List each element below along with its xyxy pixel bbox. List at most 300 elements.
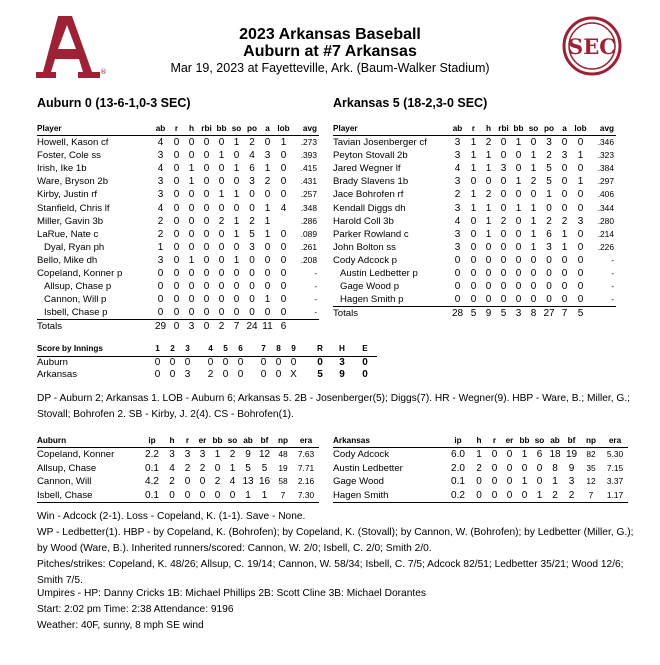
batter-stat-so: 1	[530, 215, 537, 227]
pitcher-stat-np: 7	[580, 489, 602, 503]
batter-stat-r: 0	[470, 294, 477, 306]
batter-name: Howell, Kason cf	[37, 137, 109, 149]
batter-stat-ab: 3	[157, 176, 164, 188]
batter-stat-a: 0	[264, 241, 271, 253]
column-header-bf: bf	[563, 434, 580, 448]
batter-row	[37, 202, 319, 215]
batter-stat-po: 3	[249, 176, 255, 188]
pitcher-name: Gage Wood	[333, 476, 385, 488]
batter-stat-rbi: 0	[203, 137, 210, 149]
batter-row	[333, 149, 616, 162]
batter-stat-h: 0	[485, 241, 492, 253]
pitcher-stat-bb: 1	[521, 476, 528, 488]
inning-runs: X	[290, 369, 297, 381]
pitcher-stat-era: 1.17	[602, 489, 628, 503]
batter-stat-so: 0	[530, 268, 537, 280]
batter-stat-lob: 0	[577, 241, 584, 253]
batter-stat-bb: 0	[515, 294, 522, 306]
inning-spacer	[301, 369, 309, 382]
batter-stat-po: 5	[546, 163, 552, 175]
batter-stat-po: 6	[249, 163, 255, 175]
rhe-value: 0	[317, 356, 323, 368]
totals-stat-h: 9	[481, 307, 496, 321]
batter-stat-avg: .257	[300, 189, 317, 200]
batter-stat-ab: 0	[454, 268, 461, 280]
batter-stat-h: 0	[188, 281, 195, 293]
batter-row	[37, 228, 319, 241]
column-header-np: np	[273, 434, 293, 448]
inning-runs: 0	[275, 356, 282, 368]
batter-stat-avg: -	[611, 281, 614, 292]
batter-stat-ab: 4	[454, 163, 461, 175]
pitcher-name: Cannon, Will	[37, 476, 92, 488]
batter-stat-lob: 0	[280, 268, 287, 280]
batter-stat-r: 0	[173, 294, 180, 306]
date-venue: Mar 19, 2023 at Fayetteville, Ark. (Baum-Walker Stadium)	[170, 61, 490, 75]
pitcher-stat-so: 0	[536, 462, 543, 474]
batter-stat-ab: 2	[157, 215, 164, 227]
totals-stat-r: 0	[169, 320, 184, 334]
batter-row	[333, 215, 616, 228]
pitcher-stat-so: 6	[536, 449, 543, 461]
batter-stat-bb: 0	[218, 268, 225, 280]
start-time-attendance: Start: 2:02 pm Time: 2:38 Attendance: 9196	[37, 604, 234, 615]
batter-stat-ab: 0	[157, 294, 164, 306]
inning-runs: 0	[169, 356, 176, 368]
batter-name: Foster, Cole ss	[37, 150, 101, 162]
batter-stat-po: 0	[546, 294, 552, 306]
batter-stat-r: 0	[173, 254, 180, 266]
batter-stat-ab: 2	[454, 189, 461, 201]
pitching-team-header: Arkansas	[333, 434, 445, 448]
batter-row	[37, 267, 319, 280]
batter-stat-a: 3	[264, 150, 271, 162]
inning-spacer	[195, 369, 203, 382]
column-header-h: h	[164, 434, 180, 448]
batter-stat-lob: 1	[577, 176, 584, 188]
batter-stat-r: 0	[173, 202, 180, 214]
pitcher-stat-r: 0	[180, 489, 195, 503]
column-header-bb: bb	[210, 434, 225, 448]
batter-stat-lob: 0	[577, 163, 584, 175]
pitcher-row	[333, 448, 628, 462]
batter-stat-rbi: 0	[203, 241, 210, 253]
pitcher-stat-bb: 0	[214, 462, 221, 474]
column-header-lob: lob	[275, 122, 292, 136]
weather-line: Weather: 40F, sunny, 8 mph SE wind	[37, 620, 204, 631]
pitcher-row	[37, 462, 319, 475]
batter-stat-po: 1	[546, 189, 552, 201]
batter-stat-h: 0	[188, 137, 195, 149]
batter-stat-a: 0	[264, 281, 271, 293]
pitcher-stat-so: 1	[229, 462, 236, 474]
column-header-era: era	[293, 434, 319, 448]
batter-stat-so: 1	[530, 202, 537, 214]
batter-stat-rbi: 0	[203, 163, 210, 175]
batter-stat-a: 1	[264, 163, 271, 175]
batter-stat-bb: 0	[218, 163, 225, 175]
batter-name: Copeland, Konner p	[37, 268, 123, 280]
pitcher-stat-er: 0	[506, 462, 513, 474]
game-notes: DP - Auburn 2; Arkansas 1. LOB - Auburn 6; Arkansas 5. 2B - Josenberger(5); Diggs(7). HR - Wegner(9). HBP - Ware, B.; Miller, G.; Stovall; Bohrofen 2. SB - Kirby, J. 2(4). CS - Bohrofen(1).	[37, 393, 630, 420]
totals-stat-ab: 28	[449, 307, 466, 321]
batter-row	[37, 188, 319, 201]
batter-name: John Bolton ss	[333, 241, 396, 253]
totals-stat-h: 3	[184, 320, 199, 334]
batter-stat-po: 0	[249, 254, 255, 266]
pitcher-stat-r: 0	[184, 476, 191, 488]
batter-name: Irish, Ike 1b	[37, 163, 87, 175]
batter-stat-so: 0	[233, 294, 240, 306]
matchup-title: Auburn at #7 Arkansas	[243, 43, 417, 60]
batter-stat-r: 0	[173, 228, 180, 240]
batter-stat-ab: 0	[157, 307, 164, 319]
batter-stat-lob: 0	[577, 137, 584, 149]
pitcher-stat-bb: 0	[517, 489, 532, 503]
pitcher-stat-so: 2	[229, 449, 236, 461]
batter-stat-h: 1	[485, 150, 492, 162]
batter-stat-po: 3	[546, 137, 552, 149]
batter-stat-r: 0	[470, 215, 477, 227]
totals-stat-avg	[292, 320, 319, 334]
batter-stat-h: 0	[188, 228, 195, 240]
batter-stat-a: 3	[561, 150, 568, 162]
batter-stat-so: 1	[233, 254, 240, 266]
batter-stat-avg: -	[611, 294, 614, 305]
column-header-bb: bb	[511, 122, 526, 136]
column-header-bf: bf	[256, 434, 273, 448]
batter-stat-lob: 1	[577, 150, 584, 162]
batter-name: Bello, Mike dh	[37, 254, 98, 266]
pitcher-row	[333, 475, 628, 488]
column-header-er: er	[195, 434, 210, 448]
batter-name: Tavian Josenberger cf	[333, 137, 427, 149]
pitcher-stat-era: 7.71	[297, 462, 315, 473]
trademark-mark: ®	[100, 68, 107, 76]
batter-stat-so: 0	[530, 189, 537, 201]
pitcher-row	[333, 462, 628, 475]
inning-header: 9	[286, 343, 301, 356]
batter-name: Jace Bohrofen rf	[333, 189, 404, 201]
linescore-row	[37, 356, 377, 369]
batter-stat-bb: 0	[218, 228, 225, 240]
batter-stat-h: 0	[188, 268, 195, 280]
pitcher-stat-h: 0	[476, 476, 482, 488]
batter-stat-po: 3	[249, 241, 255, 253]
batter-stat-bb: 0	[515, 268, 522, 280]
batter-stat-bb: 0	[515, 241, 522, 253]
batter-stat-rbi: 0	[203, 176, 210, 188]
batter-stat-a: 0	[561, 189, 568, 201]
batter-stat-avg: .415	[300, 163, 317, 174]
rhe-header: H	[331, 343, 353, 356]
batter-stat-lob: 0	[577, 268, 584, 280]
batter-stat-a: 1	[264, 294, 271, 306]
batter-stat-po: 0	[546, 281, 552, 293]
batter-stat-h: 0	[188, 215, 195, 227]
batter-stat-po: 2	[249, 137, 255, 149]
batter-stat-rbi: 0	[203, 189, 210, 201]
totals-stat-po: 24	[244, 320, 260, 334]
batter-stat-so: 0	[233, 268, 240, 280]
batter-stat-po: 0	[249, 294, 255, 306]
totals-stat-ab: 29	[152, 320, 169, 334]
inning-spacer	[248, 369, 256, 382]
batter-row	[333, 293, 616, 307]
totals-stat-lob: 6	[275, 320, 292, 334]
batter-stat-avg: .226	[597, 241, 614, 252]
batter-stat-po: 0	[249, 307, 255, 319]
inning-runs: 0	[290, 356, 297, 368]
batter-stat-r: 0	[173, 189, 180, 201]
batter-stat-avg: .208	[300, 254, 317, 265]
batter-stat-avg: .348	[300, 202, 317, 213]
batter-stat-r: 1	[470, 137, 477, 149]
batter-stat-ab: 4	[157, 163, 164, 175]
sec-logo-text: SEC	[568, 34, 616, 59]
column-header-bb: bb	[214, 122, 229, 136]
batter-row	[333, 267, 616, 280]
batter-stat-ab: 3	[157, 254, 164, 266]
batter-stat-so: 1	[530, 241, 537, 253]
batter-name: Miller, Gavin 3b	[37, 215, 104, 227]
pitcher-stat-h: 0	[471, 489, 487, 503]
pitcher-stat-ab: 5	[245, 462, 251, 474]
inning-header: 8	[271, 343, 286, 356]
batter-stat-avg: .286	[300, 215, 317, 226]
pitcher-stat-bb: 1	[521, 449, 528, 461]
column-header-r: r	[466, 122, 481, 136]
batter-stat-lob: 0	[577, 202, 584, 214]
batter-stat-avg: .393	[300, 150, 317, 161]
column-header-lob: lob	[572, 122, 589, 136]
batter-stat-rbi: 3	[500, 163, 507, 175]
batter-row	[333, 136, 616, 150]
column-header-a: a	[557, 122, 572, 136]
pitcher-stat-er: 0	[195, 489, 210, 503]
column-header-r: r	[169, 122, 184, 136]
batter-stat-r: 0	[173, 150, 180, 162]
batter-stat-a: 1	[264, 202, 271, 214]
batter-stat-lob: 0	[280, 241, 287, 253]
column-header-er: er	[502, 434, 517, 448]
batter-stat-po: 0	[249, 268, 255, 280]
totals-stat-r: 5	[466, 307, 481, 321]
batter-stat-bb: 0	[515, 254, 522, 266]
column-header-po: po	[541, 122, 557, 136]
batter-row	[37, 241, 319, 254]
inning-spacer	[248, 343, 256, 356]
batter-stat-lob: 0	[577, 294, 584, 306]
inning-runs: 0	[275, 369, 282, 381]
batter-stat-so: 0	[530, 281, 537, 293]
batter-name: Austin Ledbetter p	[340, 268, 418, 280]
column-header-avg: avg	[589, 122, 616, 136]
batter-stat-r: 0	[173, 281, 180, 293]
batter-stat-a: 1	[264, 215, 271, 227]
batter-stat-bb: 0	[515, 215, 522, 227]
pitcher-stat-bb: 2	[214, 476, 221, 488]
pitcher-stat-r: 0	[491, 462, 498, 474]
rhe-value: 0	[362, 356, 368, 368]
batter-stat-ab: 4	[454, 215, 461, 227]
pitcher-stat-era: 7.30	[293, 489, 319, 503]
pitcher-stat-np: 19	[278, 462, 288, 473]
auburn-batting-table	[37, 122, 319, 334]
batter-stat-bb: 2	[218, 215, 225, 227]
batter-stat-rbi: 0	[500, 254, 507, 266]
column-header-ab: ab	[240, 434, 256, 448]
batter-stat-ab: 3	[454, 137, 461, 149]
pitcher-name: Isbell, Chase	[37, 489, 140, 503]
batter-stat-avg: .346	[597, 137, 614, 148]
batter-name: Stanfield, Chris lf	[37, 202, 110, 214]
inning-runs: 2	[207, 369, 214, 381]
pitcher-name: Copeland, Konner	[37, 449, 115, 461]
arkansas-header: Arkansas 5 (18-2,3-0 SEC)	[333, 96, 488, 110]
inning-runs: 0	[260, 369, 267, 381]
pitcher-stat-ab: 1	[552, 476, 558, 488]
pitcher-stat-h: 4	[169, 462, 175, 474]
batter-row	[37, 149, 319, 162]
batter-stat-h: 0	[485, 176, 492, 188]
batter-stat-r: 0	[173, 163, 180, 175]
batter-stat-ab: 1	[157, 241, 164, 253]
batter-stat-so: 0	[233, 241, 240, 253]
batter-stat-bb: 0	[218, 202, 225, 214]
batter-stat-lob: 0	[280, 150, 287, 162]
pitcher-row	[333, 489, 628, 503]
batter-stat-r: 0	[173, 241, 180, 253]
batter-stat-lob: 0	[577, 189, 584, 201]
inning-header: 5	[218, 343, 233, 356]
batter-name: Cody Adcock p	[333, 254, 397, 266]
pitcher-stat-era: 5.30	[606, 449, 624, 460]
batter-stat-so: 0	[530, 137, 537, 149]
batter-stat-bb: 1	[515, 176, 522, 188]
column-header-h: h	[184, 122, 199, 136]
batter-row	[37, 215, 319, 228]
inning-spacer	[301, 343, 309, 356]
batter-name: Parker Rowland c	[333, 228, 409, 240]
batter-stat-a: 0	[561, 268, 568, 280]
batter-stat-bb: 0	[218, 176, 225, 188]
batter-row	[333, 254, 616, 267]
batter-stat-h: 1	[188, 176, 195, 188]
batter-stat-rbi: 0	[203, 281, 210, 293]
pitcher-row	[37, 475, 319, 488]
pitcher-stat-ip: 0.1	[451, 476, 465, 488]
pitcher-stat-ab: 8	[552, 462, 558, 474]
pitcher-stat-r: 0	[491, 476, 498, 488]
batter-stat-so: 1	[233, 137, 240, 149]
batter-name: Kendall Diggs dh	[333, 202, 406, 214]
totals-label: Totals	[37, 320, 152, 334]
arkansas-batting-table	[333, 122, 616, 320]
pitcher-name: Cody Adcock	[333, 449, 389, 461]
pitcher-name: Allsup, Chase	[37, 462, 97, 474]
inning-header: 2	[165, 343, 180, 356]
pitcher-stat-np: 48	[278, 449, 288, 460]
batter-stat-lob: 0	[280, 281, 287, 293]
batter-stat-so: 1	[233, 163, 240, 175]
batter-stat-rbi: 0	[203, 254, 210, 266]
inning-runs: 0	[237, 356, 244, 368]
batter-row	[37, 254, 319, 267]
batter-row	[37, 175, 319, 188]
batter-stat-ab: 3	[157, 150, 164, 162]
batter-stat-lob: 0	[577, 281, 584, 293]
batter-stat-bb: 1	[515, 202, 522, 214]
batter-stat-avg: .344	[597, 202, 614, 213]
inning-spacer	[195, 343, 203, 356]
batter-stat-r: 0	[173, 176, 180, 188]
inning-runs: 0	[222, 356, 229, 368]
batter-stat-lob: 0	[280, 163, 287, 175]
batter-stat-bb: 0	[218, 137, 225, 149]
column-header-np: np	[580, 434, 602, 448]
column-header-po: po	[244, 122, 260, 136]
batter-row	[37, 306, 319, 320]
pitcher-stat-ip: 2.2	[145, 449, 159, 461]
inning-header: 6	[233, 343, 248, 356]
pitcher-row	[37, 448, 319, 462]
batter-stat-ab: 2	[157, 228, 164, 240]
batter-stat-rbi: 0	[203, 294, 210, 306]
player-column-header: Player	[333, 122, 449, 136]
column-header-so: so	[526, 122, 541, 136]
batter-stat-so: 1	[233, 215, 240, 227]
decisions-line: Win - Adcock (2-1). Loss - Copeland, K. (1-1). Save - None.	[37, 511, 306, 522]
inning-runs: 0	[154, 369, 161, 381]
auburn-pitching-table	[37, 434, 319, 503]
batter-stat-so: 1	[530, 163, 537, 175]
column-header-so: so	[225, 434, 240, 448]
umpires-line: Umpires - HP: Danny Cricks 1B: Michael Phillips 2B: Scott Cline 3B: Michael Dorantes	[37, 588, 426, 599]
arkansas-pitching-table	[333, 434, 628, 503]
inning-runs: 3	[184, 369, 191, 381]
batter-stat-so: 0	[530, 294, 537, 306]
batter-stat-r: 0	[470, 241, 477, 253]
pitcher-stat-h: 1	[476, 449, 482, 461]
batter-stat-rbi: 0	[500, 228, 507, 240]
batter-stat-a: 0	[561, 202, 568, 214]
batter-stat-a: 1	[561, 241, 568, 253]
linescore-team: Arkansas	[37, 369, 77, 381]
batter-stat-ab: 0	[157, 268, 164, 280]
batter-stat-h: 1	[188, 163, 195, 175]
batter-stat-ab: 4	[157, 137, 164, 149]
totals-label: Totals	[333, 307, 449, 321]
inning-runs: 0	[260, 356, 267, 368]
pitcher-stat-r: 3	[184, 449, 191, 461]
batter-stat-avg: .261	[300, 241, 317, 252]
batter-row	[333, 202, 616, 215]
column-header-a: a	[260, 122, 275, 136]
totals-stat-rbi: 0	[199, 320, 214, 334]
batter-stat-ab: 3	[157, 189, 164, 201]
batter-name: Isbell, Chase p	[44, 307, 108, 319]
pitcher-stat-era: 7.15	[606, 462, 624, 473]
pitcher-stat-bf: 2	[563, 489, 580, 503]
game-info	[37, 586, 637, 634]
pitcher-stat-era: 2.16	[297, 476, 315, 487]
batter-stat-h: 0	[188, 189, 195, 201]
batter-stat-po: 0	[249, 202, 255, 214]
pitcher-name: Hagen Smith	[333, 489, 445, 503]
batter-stat-so: 0	[233, 202, 240, 214]
batter-row	[333, 228, 616, 241]
